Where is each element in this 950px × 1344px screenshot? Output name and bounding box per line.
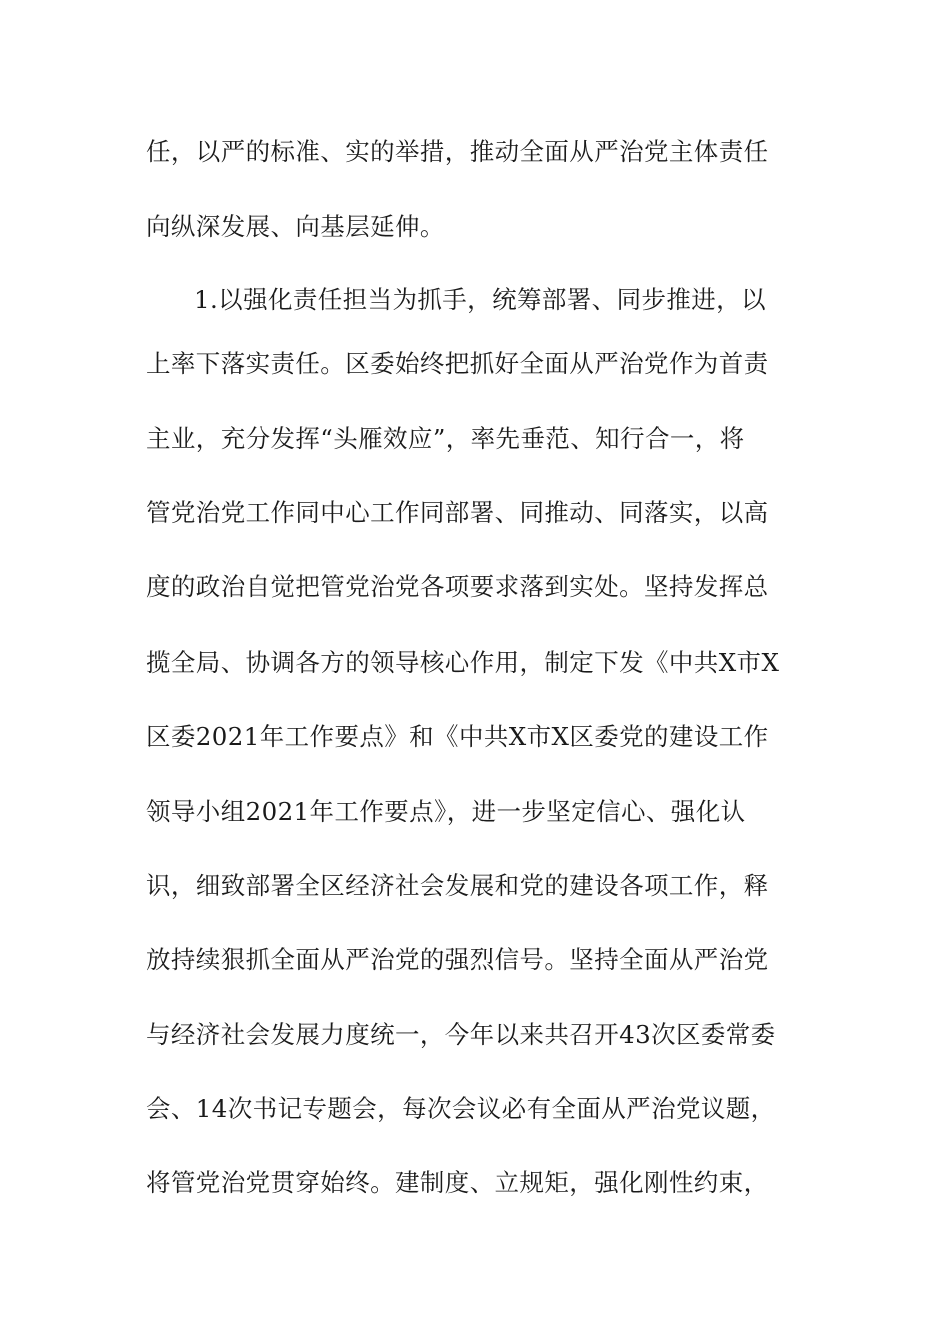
text-line-10: 领导小组2021年工作要点》，进一步坚定信心、强化认 [146,797,746,826]
text-line-8: 揽全局、协调各方的领导核心作用，制定下发《中共X市X [146,648,780,677]
text-line-11: 识，细致部署全区经济社会发展和党的建设各项工作，释 [146,871,769,900]
text-line-4: 上率下落实责任。区委始终把抓好全面从严治党作为首责 [146,349,769,378]
text-line-14: 会、14次书记专题会，每次会议必有全面从严治党议题， [146,1094,776,1123]
text-line-7: 度的政治自觉把管党治党各项要求落到实处。坚持发挥总 [146,572,769,601]
text-line-9: 区委2021年工作要点》和《中共X市X区委党的建设工作 [146,722,769,751]
text-line-6: 管党治党工作同中心工作同部署、同推动、同落实，以高 [146,498,769,527]
text-line-15: 将管党治党贯穿始终。建制度、立规矩，强化刚性约束， [146,1168,769,1197]
text-line-5: 主业，充分发挥“头雁效应”，率先垂范、知行合一，将 [146,424,745,453]
text-line-3: 1.以强化责任担当为抓手，统筹部署、同步推进，以 [194,285,766,314]
text-line-1: 任，以严的标准、实的举措，推动全面从严治党主体责任 [146,137,769,166]
text-line-13: 与经济社会发展力度统一，今年以来共召开43次区委常委 [146,1020,776,1049]
text-line-2: 向纵深发展、向基层延伸。 [146,212,445,241]
text-line-12: 放持续狠抓全面从严治党的强烈信号。坚持全面从严治党 [146,945,769,974]
